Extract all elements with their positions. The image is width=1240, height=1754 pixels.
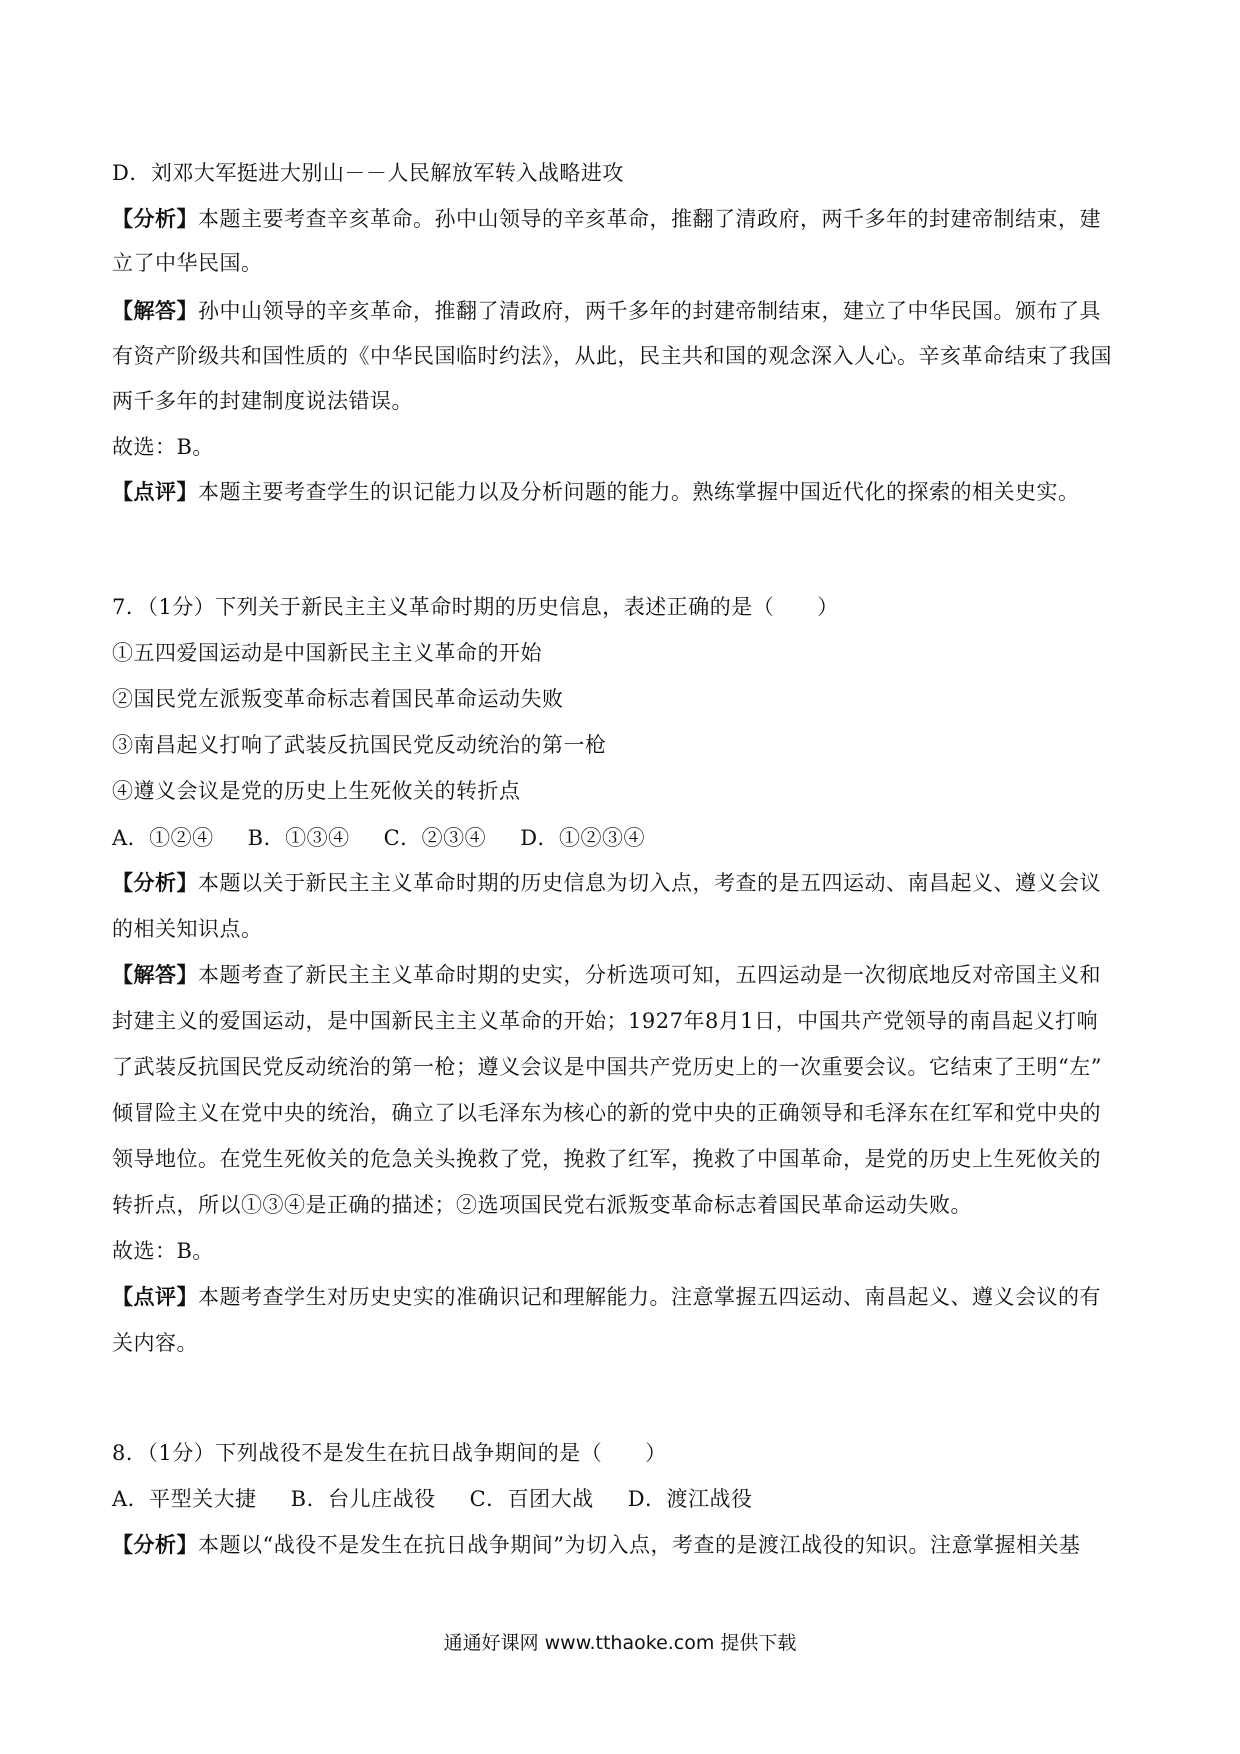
q6-analysis-line-1 [112,204,1132,234]
q7-option-d: D．①②③④ [520,826,646,850]
q7-analysis-line-1 [112,868,1132,898]
q7-options [112,823,1132,853]
q7-item-2: ②国民党左派叛变革命标志着国民革命运动失败 [112,687,564,711]
q6-answer-line-3: 两千多年的封建制度说法错误。 [112,389,413,413]
comment-text: 本题考查学生对历史史实的准确识记和理解能力。注意掌握五四运动、南昌起义、遵义会议的有 [198,1285,1101,1309]
q7-option-b: B．①③④ [247,826,350,850]
q6-analysis-line-2: 立了中华民国。 [112,251,263,275]
q7-option-c: C．②③④ [383,826,487,850]
q7-comment-line-1 [112,1282,1132,1312]
answer-label: 【解答】 [112,962,198,987]
q7-answer-line-4: 倾冒险主义在党中央的统治，确立了以毛泽东为核心的新的党中央的正确领导和毛泽东在红军和党中央的 [112,1101,1101,1125]
q7-comment-line-2: 关内容。 [112,1331,198,1355]
q7-stem: 7．（1分）下列关于新民主主义革命时期的历史信息，表述正确的是（ ） [112,595,839,619]
q8-option-a: A．平型关大捷 [112,1487,257,1511]
comment-text: 本题主要考查学生的识记能力以及分析问题的能力。熟练掌握中国近代化的探索的相关史实。 [198,480,1080,504]
q7-item-3: ③南昌起义打响了武装反抗国民党反动统治的第一枪 [112,733,607,757]
comment-label: 【点评】 [112,1284,198,1309]
comment-label: 【点评】 [112,479,198,504]
analysis-text: 本题以关于新民主主义革命时期的历史信息为切入点，考查的是五四运动、南昌起义、遵义会议 [198,871,1101,895]
q6-answer-line-1 [112,296,1132,326]
q7-analysis-line-2: 的相关知识点。 [112,917,263,941]
q8-options [112,1484,1132,1514]
q6-choice: 故选：B。 [112,435,214,459]
q7-answer-line-5: 领导地位。在党生死攸关的危急关头挽救了党，挽救了红军，挽救了中国革命，是党的历史上生死攸关的 [112,1147,1101,1171]
page-footer: 通通好课网 www.tthaoke.com 提供下载 [443,1632,797,1654]
q6-option-d: D．刘邓大军挺进大别山－－人民解放军转入战略进攻 [112,161,624,185]
answer-label: 【解答】 [112,298,198,323]
q6-answer-line-2: 有资产阶级共和国性质的《中华民国临时约法》，从此，民主共和国的观念深入人心。辛亥革命结束了我国 [112,344,1112,368]
answer-text: 孙中山领导的辛亥革命，推翻了清政府，两千多年的封建帝制结束，建立了中华民国。颁布了具 [198,299,1101,323]
q7-answer-line-1 [112,960,1132,990]
q8-option-d: D．渡江战役 [627,1487,753,1511]
q7-choice: 故选：B。 [112,1239,214,1263]
q8-stem: 8．（1分）下列战役不是发生在抗日战争期间的是（ ） [112,1441,667,1465]
q7-item-4: ④遵义会议是党的历史上生死攸关的转折点 [112,779,521,803]
analysis-label: 【分析】 [112,870,198,895]
q7-item-1: ①五四爱国运动是中国新民主主义革命的开始 [112,641,542,665]
q8-option-c: C．百团大战 [469,1487,594,1511]
analysis-label: 【分析】 [112,206,198,231]
q7-option-a: A．①②④ [112,826,214,850]
q7-answer-line-6: 转折点，所以①③④是正确的描述；②选项国民党右派叛变革命标志着国民革命运动失败。 [112,1193,972,1217]
q7-answer-line-2: 封建主义的爱国运动，是中国新民主主义革命的开始；1927年8月1日，中国共产党领导的南昌起义打响 [112,1009,1099,1033]
answer-text: 本题考查了新民主主义革命时期的史实，分析选项可知，五四运动是一次彻底地反对帝国主义和 [198,963,1101,987]
q6-comment-line-1 [112,477,1132,507]
analysis-label: 【分析】 [112,1532,198,1557]
q8-analysis-line-1 [112,1530,1132,1560]
analysis-text: 本题主要考查辛亥革命。孙中山领导的辛亥革命，推翻了清政府，两千多年的封建帝制结束，建 [198,207,1101,231]
q7-answer-line-3: 了武装反抗国民党反动统治的第一枪；遵义会议是中国共产党历史上的一次重要会议。它结束了王明“左” [112,1055,1102,1079]
analysis-text: 本题以“战役不是发生在抗日战争期间”为切入点，考查的是渡江战役的知识。注意掌握相关基 [198,1533,1081,1557]
q8-option-b: B．台儿庄战役 [290,1487,436,1511]
